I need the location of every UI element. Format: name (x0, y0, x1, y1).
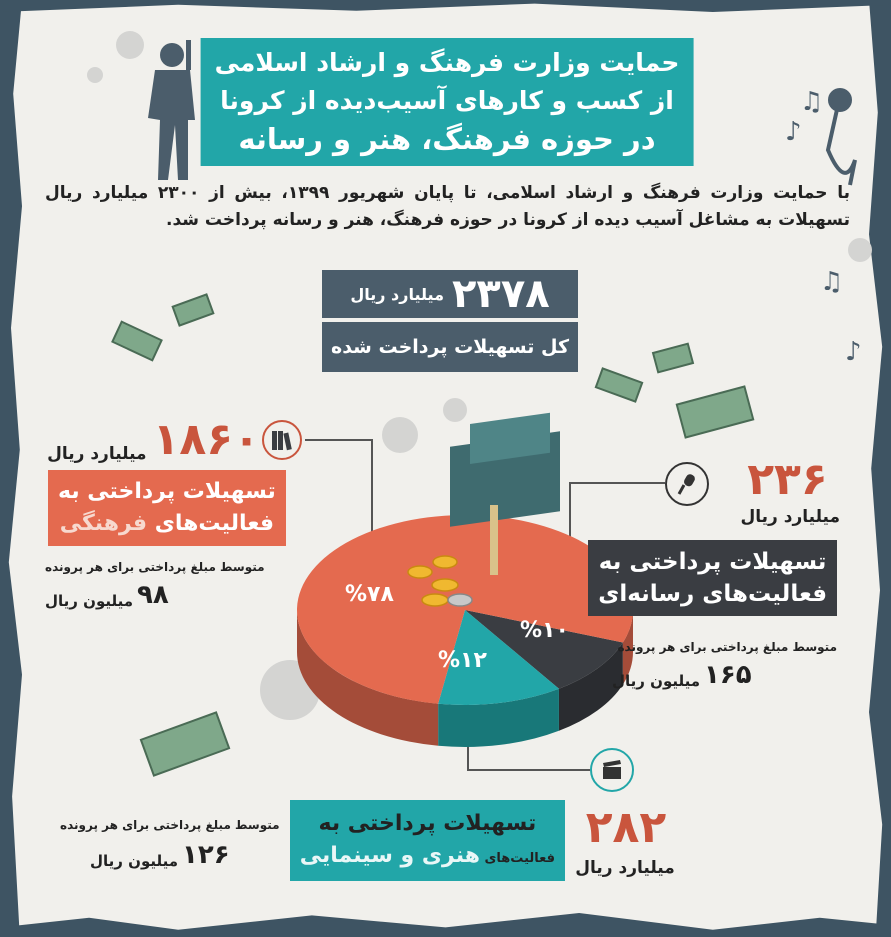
cultural-value: ۱۸۶۰ (152, 414, 260, 465)
art-avg-value: ۱۲۶ (182, 840, 230, 870)
media-avg-unit: میلیون ریال (612, 672, 701, 690)
pie-label-art: %۱۲ (438, 648, 487, 673)
art-value: ۲۸۲ (585, 802, 667, 853)
media-line-2: فعالیت‌های رسانه‌ای (598, 581, 827, 607)
media-avg-value: ۱۶۵ (704, 660, 752, 690)
microphone-icon (665, 462, 709, 506)
pie-label-cultural: %۷۸ (345, 582, 394, 607)
svg-text:♪: ♪ (785, 117, 802, 147)
total-amount-box (322, 270, 578, 318)
cultural-avg-unit: میلیون ریال (45, 592, 134, 610)
svg-text:♫: ♫ (800, 87, 824, 117)
cultural-line-1: تسهیلات پرداختی به (58, 479, 276, 504)
pie-chart (297, 515, 633, 747)
cultural-unit: میلیارد ریال (47, 444, 147, 464)
svg-text:♫: ♫ (820, 267, 844, 297)
cultural-avg-label: متوسط مبلغ پرداختی برای هر پرونده (45, 560, 265, 574)
intro-paragraph: با حمایت وزارت فرهنگ و ارشاد اسلامی، تا پایان شهریور ۱۳۹۹، بیش از ۲۳۰۰ میلیارد ریال تسهیلات به مشاغل آسیب دیده از کرونا در حوزه فرهنگ، هنر و رسانه پرداخت شد. (45, 183, 850, 230)
cultural-avg (45, 580, 169, 610)
art-avg-unit: میلیون ریال (90, 852, 179, 870)
pie-label-media: %۱۰ (520, 618, 569, 643)
title-line-2: از کسب و کارهای آسیب‌دیده از کرونا (220, 86, 674, 115)
media-avg (612, 660, 752, 690)
media-unit: میلیارد ریال (740, 507, 840, 527)
svg-text:♪: ♪ (845, 337, 862, 367)
total-value: ۲۳۷۸ (451, 271, 550, 317)
media-label-box (588, 540, 837, 616)
art-line-1: تسهیلات پرداختی به (318, 811, 537, 836)
art-avg (90, 840, 230, 870)
art-line-2a: فعالیت‌های (479, 851, 555, 866)
art-unit: میلیارد ریال (575, 858, 675, 878)
clapperboard-icon (590, 748, 634, 792)
total-label-box: کل تسهیلات پرداخت شده (322, 322, 578, 372)
media-line-1: تسهیلات پرداختی به (598, 549, 827, 575)
art-label-box (290, 800, 565, 881)
cultural-amount (45, 416, 260, 464)
media-value: ۲۳۶ (747, 454, 828, 505)
singer-silhouette-icon (148, 40, 195, 180)
total-unit: میلیارد ریال (350, 284, 444, 304)
art-line-2b: هنری و سینمایی (299, 843, 480, 868)
page-title (201, 38, 694, 166)
microphone-deco-icon (828, 90, 855, 185)
cultural-line-2a: فعالیت‌های (147, 511, 275, 536)
cultural-line-2b: فرهنگی (59, 511, 148, 536)
cultural-avg-value: ۹۸ (137, 580, 169, 610)
media-avg-label: متوسط مبلغ پرداختی برای هر پرونده (617, 640, 837, 654)
title-line-1: حمایت وزارت فرهنگ و ارشاد اسلامی (214, 48, 680, 77)
books-icon (262, 420, 302, 460)
art-avg-label: متوسط مبلغ پرداختی برای هر پرونده (60, 818, 280, 832)
cultural-label-box (48, 470, 286, 546)
title-line-3: در حوزه فرهنگ، هنر و رسانه (238, 122, 656, 156)
